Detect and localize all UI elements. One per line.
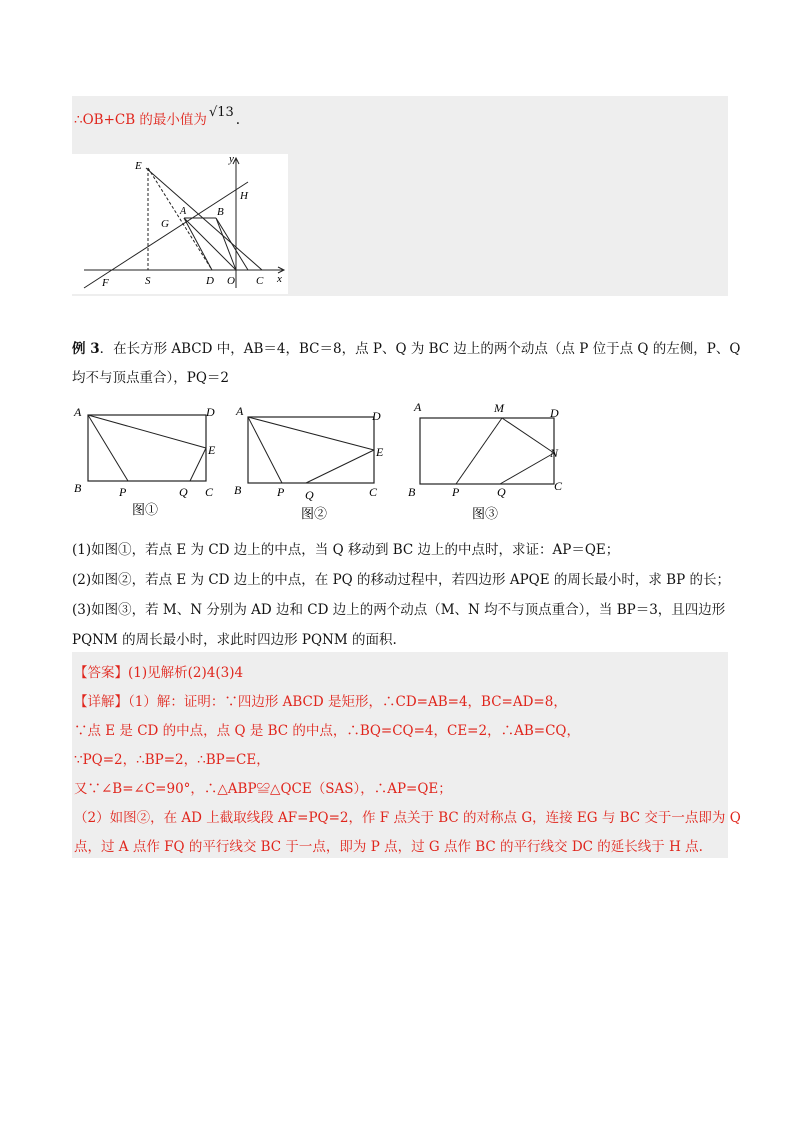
fig2-label-P: P xyxy=(277,485,285,499)
fig3-label-Q: Q xyxy=(497,485,506,499)
answer-line-6: （2）如图②，在 AD 上截取线段 AF=PQ=2，作 F 点关于 BC 的对称点 G，连接 EG 与 BC 交于一点即为 Q xyxy=(74,810,741,826)
radical-value: √13 xyxy=(208,105,234,120)
figure-3 xyxy=(404,398,574,524)
fig1-caption: 图① xyxy=(132,502,159,517)
example-title: 例 3 xyxy=(72,341,100,357)
figure-2 xyxy=(230,402,390,526)
fig2-label-A: A xyxy=(236,404,244,418)
fig1-label-A: A xyxy=(74,405,82,419)
label-D: D xyxy=(206,275,214,287)
fig2-caption: 图② xyxy=(301,506,328,521)
fig1-label-D: D xyxy=(206,405,215,419)
conclusion-line xyxy=(74,105,241,128)
figure-1 xyxy=(70,402,226,520)
label-S: S xyxy=(145,275,151,287)
fig2-label-E: E xyxy=(376,445,384,459)
label-y: y xyxy=(229,154,234,165)
label-C: C xyxy=(256,275,264,287)
fig2-label-C: C xyxy=(369,485,378,499)
label-x: x xyxy=(277,273,282,285)
example-line-2 xyxy=(72,366,229,386)
fig2-label-B: B xyxy=(234,483,242,497)
question-1: (1)如图①，若点 E 为 CD 边上的中点，当 Q 移动到 BC 边上的中点时，求证：AP＝QE； xyxy=(72,542,620,558)
label-H: H xyxy=(240,190,248,202)
fig2-label-D: D xyxy=(372,409,381,423)
answer-line-7: 点，过 A 点作 FQ 的平行线交 BC 于一点，即为 P 点，过 G 点作 BC 的平行线交 DC 的延长线于 H 点. xyxy=(74,839,703,855)
example-line-1 xyxy=(72,337,740,357)
example-text-2: 均不与顶点重合），PQ＝2 xyxy=(72,370,229,386)
question-3a: (3)如图③，若 M、N 分别为 AD 边和 CD 边上的两个动点（M、N 均不与顶点重合），当 BP＝3，且四边形 xyxy=(72,602,726,618)
coordinate-figure xyxy=(72,154,288,294)
example-text-1: ．在长方形 ABCD 中，AB＝4，BC＝8，点 P、Q 为 BC 边上的两个动点（点 P 位于点 Q 的左侧，P、Q xyxy=(99,341,741,357)
period: . xyxy=(235,112,241,128)
fig1-label-P: P xyxy=(119,485,127,499)
fig1-label-B: B xyxy=(74,481,82,495)
fig3-label-N: N xyxy=(550,446,559,460)
question-3b: PQNM 的周长最小时，求此时四边形 PQNM 的面积. xyxy=(72,632,397,648)
answer-line-1: 【答案】(1)见解析(2)4(3)4 xyxy=(74,665,244,681)
fig1-label-C: C xyxy=(205,485,214,499)
fig3-label-A: A xyxy=(414,400,422,414)
label-A: A xyxy=(180,206,187,217)
label-F: F xyxy=(102,277,109,289)
answer-box xyxy=(72,652,741,858)
conclusion-text: ∴OB+CB 的最小值为 xyxy=(74,112,207,128)
fig3-label-D: D xyxy=(550,406,559,420)
fig3-label-C: C xyxy=(554,479,563,493)
fig1-label-Q: Q xyxy=(179,485,188,499)
label-E: E xyxy=(135,160,142,172)
answer-line-5: 又∵∠B=∠C=90°，∴△ABP≌△QCE（SAS），∴AP=QE； xyxy=(74,781,452,797)
question-2: (2)如图②，若点 E 为 CD 边上的中点，在 PQ 的移动过程中，若四边形 APQE 的周长最小时，求 BP 的长； xyxy=(72,572,730,588)
solution-box-top xyxy=(72,96,728,296)
fig3-label-P: P xyxy=(452,485,460,499)
fig3-label-M: M xyxy=(494,401,504,415)
label-G: G xyxy=(161,218,169,230)
fig3-caption: 图③ xyxy=(472,506,499,521)
fig3-label-B: B xyxy=(408,485,416,499)
answer-line-2: 【详解】（1）解：证明：∵四边形 ABCD 是矩形，∴CD=AB=4，BC=AD=8， xyxy=(74,694,567,710)
answer-line-4: ∵PQ=2，∴BP=2，∴BP=CE， xyxy=(74,752,270,768)
fig2-label-Q: Q xyxy=(305,488,314,502)
label-B: B xyxy=(217,206,224,218)
answer-line-3: ∵点 E 是 CD 的中点，点 Q 是 BC 的中点，∴BQ=CQ=4，CE=2，∴AB=CQ， xyxy=(74,723,580,739)
fig1-label-E: E xyxy=(208,443,216,457)
label-O: O xyxy=(227,275,235,287)
